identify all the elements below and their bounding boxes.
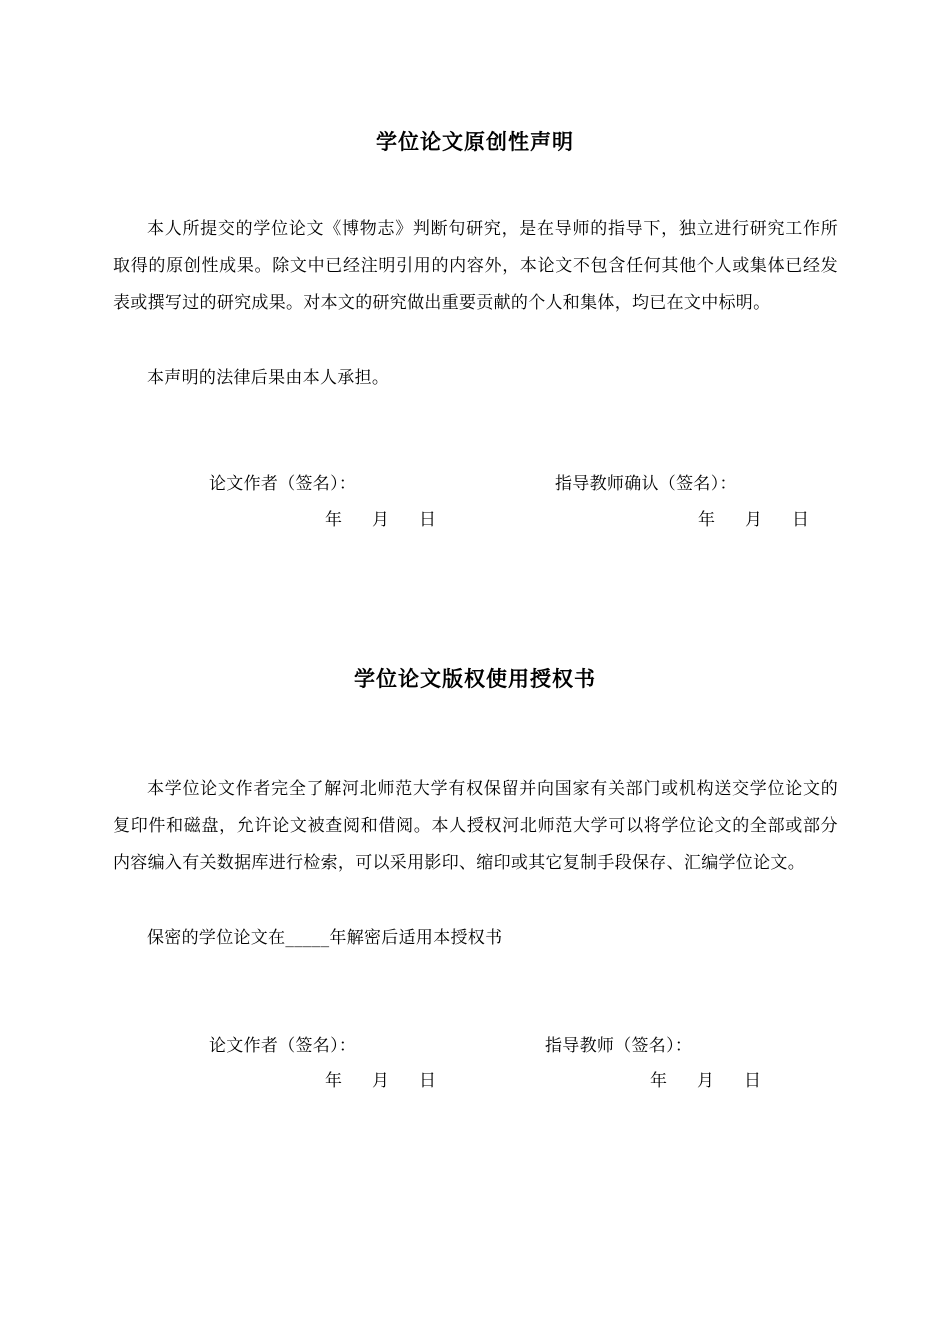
authorization-paragraph-2: 保密的学位论文在_____年解密后适用本授权书 [147,928,503,948]
authorization-paragraph-1: 本学位论文作者完全了解河北师范大学有权保留并向国家有关部门或机构送交学位论文的复印件和磁盘，允许论文被查阅和借阅。本人授权河北师范大学可以将学位论文的全部或部分内容编入有关数据库进行检索，可以采用影印、缩印或其它复制手段保存、汇编学位论文。 [113,779,838,873]
date-year: 年 [325,1071,342,1091]
date-day: 日 [744,1071,761,1091]
date-year: 年 [650,1071,667,1091]
date-day: 日 [419,510,436,530]
declaration-author-date [325,508,436,532]
date-year: 年 [698,510,715,530]
date-month: 月 [745,510,762,530]
authorization-title: 学位论文版权使用授权书 [354,667,596,691]
authorization-author-date [325,1069,436,1093]
declaration-advisor-signature-label: 指导教师确认（签名）： [555,474,737,494]
date-month: 月 [697,1071,714,1091]
date-day: 日 [419,1071,436,1091]
declaration-title: 学位论文原创性声明 [376,130,574,154]
declaration-paragraph-2: 本声明的法律后果由本人承担。 [147,368,390,388]
date-month: 月 [372,510,389,530]
authorization-advisor-signature-label: 指导教师（签名）： [545,1036,693,1056]
date-year: 年 [325,510,342,530]
date-day: 日 [792,510,809,530]
date-month: 月 [372,1071,389,1091]
declaration-author-signature-label: 论文作者（签名）： [209,474,357,494]
declaration-advisor-date [698,508,809,532]
authorization-advisor-date [650,1069,761,1093]
authorization-author-signature-label: 论文作者（签名）： [209,1036,357,1056]
declaration-paragraph-1: 本人所提交的学位论文《博物志》判断句研究，是在导师的指导下，独立进行研究工作所取得的原创性成果。除文中已经注明引用的内容外，本论文不包含任何其他个人或集体已经发表或撰写过的研究成果。对本文的研究做出重要贡献的个人和集体，均已在文中标明。 [113,219,838,313]
